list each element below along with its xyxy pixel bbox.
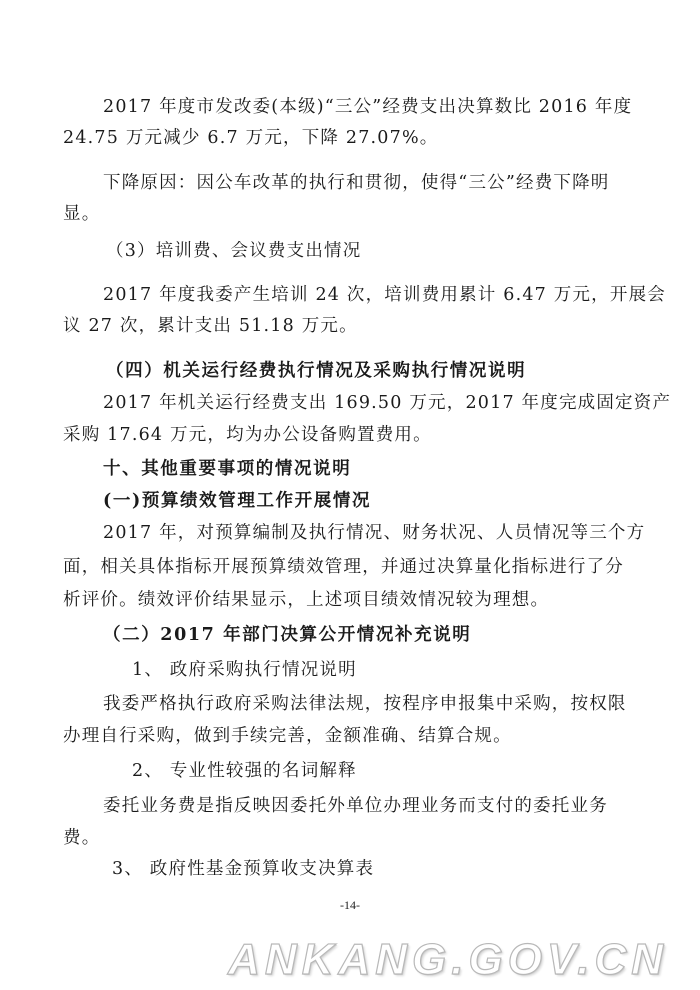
paragraph-line: 2017 年度市发改委(本级)“三公”经费支出决算数比 2016 年度: [103, 97, 633, 117]
section-heading: （二）2017 年部门决算公开情况补充说明: [103, 625, 472, 645]
paragraph-line: 24.75 万元减少 6.7 万元，下降 27.07%。: [63, 128, 439, 148]
chapter-heading: 十、其他重要事项的情况说明: [103, 459, 352, 479]
paragraph-line: 采购 17.64 万元，均为办公设备购置费用。: [63, 425, 432, 445]
item-heading: 1、 政府采购执行情况说明: [132, 660, 357, 680]
paragraph-line: 议 27 次，累计支出 51.18 万元。: [63, 316, 358, 336]
paragraph-line: 析评价。绩效评价结果显示，上述项目绩效情况较为理想。: [63, 590, 550, 610]
paragraph-line: 显。: [63, 204, 101, 224]
paragraph-line: 2017 年机关运行经费支出 169.50 万元，2017 年度完成固定资产: [103, 393, 672, 413]
paragraph-line: 面，相关具体指标开展预算绩效管理，并通过决算量化指标进行了分: [63, 557, 624, 577]
page-number: -14-: [340, 898, 360, 912]
section-heading: （四）机关运行经费执行情况及采购执行情况说明: [106, 361, 527, 381]
item-heading: 2、 专业性较强的名词解释: [132, 761, 357, 781]
paragraph-line: 委托业务费是指反映因委托外单位办理业务而支付的委托业务: [103, 796, 608, 816]
paragraph-line: 2017 年度我委产生培训 24 次，培训费用累计 6.47 万元，开展会: [103, 285, 666, 305]
subsection-heading: （3）培训费、会议费支出情况: [106, 241, 362, 261]
site-watermark: ANKANG.GOV.CN: [228, 935, 668, 984]
paragraph-line: 2017 年，对预算编制及执行情况、财务状况、人员情况等三个方: [103, 523, 646, 543]
section-heading: (一)预算绩效管理工作开展情况: [103, 491, 372, 511]
paragraph-line: 办理自行采购，做到手续完善，金额准确、结算合规。: [63, 726, 512, 746]
item-heading: 3、 政府性基金预算收支决算表: [112, 859, 375, 879]
paragraph-line: 我委严格执行政府采购法律法规，按程序申报集中采购，按权限: [103, 694, 627, 714]
paragraph-line: 费。: [63, 828, 101, 848]
paragraph-line: 下降原因：因公车改革的执行和贯彻，使得“三公”经费下降明: [103, 173, 610, 193]
